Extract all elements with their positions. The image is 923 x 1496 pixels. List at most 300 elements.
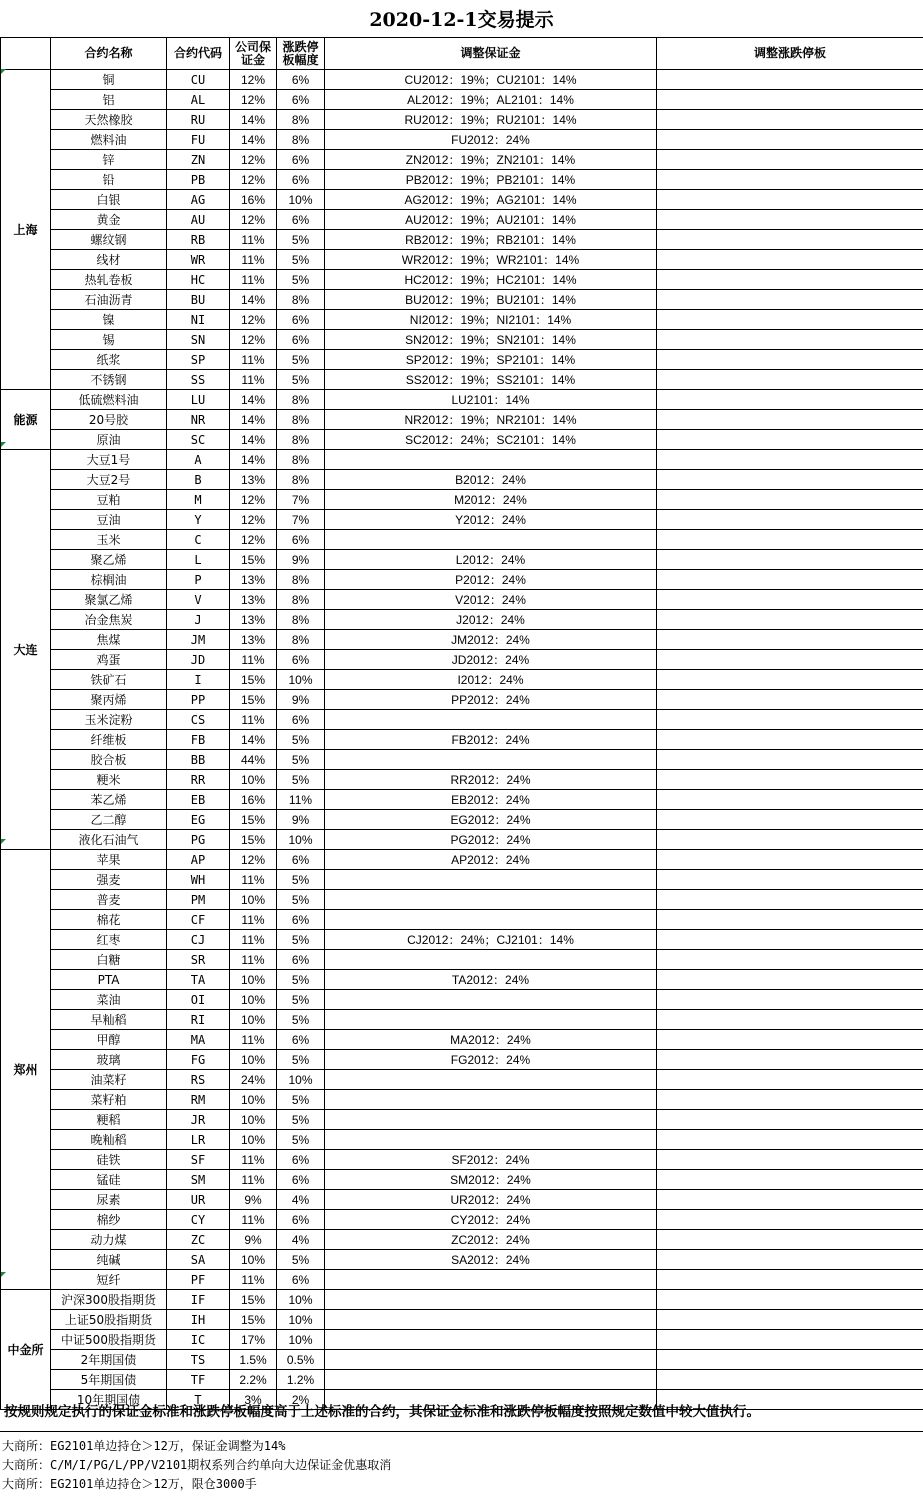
adjusted-limit (657, 1230, 923, 1250)
contract-name: 尿素 (51, 1190, 167, 1210)
contract-name: 菜籽粕 (51, 1090, 167, 1110)
price-limit: 6% (277, 850, 325, 870)
contract-code: WR (167, 250, 230, 270)
adjusted-margin (325, 1290, 657, 1310)
header-adjust-margin: 调整保证金 (325, 38, 657, 70)
table-row (1, 1190, 923, 1210)
contract-code: RB (167, 230, 230, 250)
contract-name: 豆油 (51, 510, 167, 530)
company-margin: 14% (230, 410, 277, 430)
contract-code: BB (167, 750, 230, 770)
adjusted-limit (657, 1050, 923, 1070)
company-margin: 15% (230, 1290, 277, 1310)
contract-code: SP (167, 350, 230, 370)
contract-name: 苹果 (51, 850, 167, 870)
contract-code: WH (167, 870, 230, 890)
contract-name: 短纤 (51, 1270, 167, 1290)
adjusted-limit (657, 470, 923, 490)
contract-code: TA (167, 970, 230, 990)
table-row (1, 1370, 923, 1390)
contract-name: 5年期国债 (51, 1370, 167, 1390)
price-limit: 5% (277, 250, 325, 270)
adjusted-margin: V2012：24% (325, 590, 657, 610)
price-limit: 5% (277, 990, 325, 1010)
contract-code: PF (167, 1270, 230, 1290)
contract-name: 聚乙烯 (51, 550, 167, 570)
adjusted-margin: BU2012：19%；BU2101：14% (325, 290, 657, 310)
contract-code: B (167, 470, 230, 490)
contract-code: AU (167, 210, 230, 230)
price-limit: 6% (277, 1150, 325, 1170)
price-limit: 5% (277, 730, 325, 750)
contract-name: 玉米淀粉 (51, 710, 167, 730)
adjusted-limit (657, 730, 923, 750)
company-margin: 10% (230, 1110, 277, 1130)
contract-name: 铜 (51, 70, 167, 90)
contract-name: 棉纱 (51, 1210, 167, 1230)
company-margin: 11% (230, 950, 277, 970)
contract-code: ZN (167, 150, 230, 170)
contract-name: 铝 (51, 90, 167, 110)
rule-text: 按规则规定执行的保证金标准和涨跌停板幅度高于上述标准的合约，其保证金标准和涨跌停板幅度按照规定数值中较大值执行。 (0, 1392, 923, 1432)
price-limit: 6% (277, 1030, 325, 1050)
cell-marker-shanghai (1, 69, 6, 74)
company-margin: 10% (230, 1130, 277, 1150)
price-limit: 9% (277, 690, 325, 710)
contract-name: 镍 (51, 310, 167, 330)
adjusted-margin (325, 1090, 657, 1110)
exchange-cell: 中金所 (1, 1290, 51, 1410)
header-adjust-limit: 调整涨跌停板 (657, 38, 923, 70)
adjusted-margin: I2012：24% (325, 670, 657, 690)
company-margin: 16% (230, 190, 277, 210)
table-row (1, 150, 923, 170)
table-row (1, 890, 923, 910)
table-row (1, 590, 923, 610)
contract-code: AP (167, 850, 230, 870)
contract-code: CS (167, 710, 230, 730)
adjusted-limit (657, 230, 923, 250)
table-row (1, 270, 923, 290)
adjusted-limit (657, 1210, 923, 1230)
company-margin: 2.2% (230, 1370, 277, 1390)
contract-name: 不锈钢 (51, 370, 167, 390)
company-margin: 11% (230, 1210, 277, 1230)
table-row (1, 70, 923, 90)
adjusted-limit (657, 790, 923, 810)
contract-name: 螺纹钢 (51, 230, 167, 250)
table-row (1, 670, 923, 690)
contract-name: 中证500股指期货 (51, 1330, 167, 1350)
contract-code: OI (167, 990, 230, 1010)
contract-code: FG (167, 1050, 230, 1070)
adjusted-limit (657, 490, 923, 510)
contract-code: T (167, 1390, 230, 1410)
adjusted-margin: AG2012：19%；AG2101：14% (325, 190, 657, 210)
adjusted-margin: PG2012：24% (325, 830, 657, 850)
price-limit: 6% (277, 1210, 325, 1230)
table-row (1, 330, 923, 350)
cell-marker-dalian (1, 442, 6, 447)
table-row (1, 570, 923, 590)
contract-name: 黄金 (51, 210, 167, 230)
table-row (1, 1310, 923, 1330)
contract-name: 鸡蛋 (51, 650, 167, 670)
adjusted-margin (325, 890, 657, 910)
adjusted-margin: SA2012：24% (325, 1250, 657, 1270)
table-row (1, 390, 923, 410)
company-margin: 11% (230, 930, 277, 950)
adjusted-limit (657, 630, 923, 650)
adjusted-margin (325, 710, 657, 730)
adjusted-limit (657, 170, 923, 190)
company-margin: 15% (230, 830, 277, 850)
table-row (1, 250, 923, 270)
adjusted-limit (657, 570, 923, 590)
contract-code: IF (167, 1290, 230, 1310)
contract-name: 白糖 (51, 950, 167, 970)
price-limit: 8% (277, 130, 325, 150)
contract-code: SF (167, 1150, 230, 1170)
company-margin: 12% (230, 70, 277, 90)
adjusted-margin: RB2012：19%；RB2101：14% (325, 230, 657, 250)
price-limit: 8% (277, 610, 325, 630)
adjusted-limit (657, 1090, 923, 1110)
contract-name: 玻璃 (51, 1050, 167, 1070)
table-row (1, 610, 923, 630)
adjusted-limit (657, 1110, 923, 1130)
note-line: 大商所：EG2101单边持仓＞12万，保证金调整为14% (2, 1439, 286, 1453)
adjusted-margin: AL2012：19%；AL2101：14% (325, 90, 657, 110)
table-row (1, 450, 923, 470)
table-row (1, 430, 923, 450)
contract-code: CY (167, 1210, 230, 1230)
company-margin: 15% (230, 690, 277, 710)
contract-code: PB (167, 170, 230, 190)
contract-code: SR (167, 950, 230, 970)
adjusted-margin (325, 950, 657, 970)
contract-code: EB (167, 790, 230, 810)
contract-code: V (167, 590, 230, 610)
contract-name: 沪深300股指期货 (51, 1290, 167, 1310)
price-limit: 4% (277, 1190, 325, 1210)
table-row (1, 490, 923, 510)
contract-code: JM (167, 630, 230, 650)
header-name: 合约名称 (51, 38, 167, 70)
company-margin: 11% (230, 1030, 277, 1050)
adjusted-margin: JM2012：24% (325, 630, 657, 650)
price-limit: 8% (277, 110, 325, 130)
adjusted-margin (325, 450, 657, 470)
adjusted-margin (325, 910, 657, 930)
contract-code: JD (167, 650, 230, 670)
contract-name: 粳稻 (51, 1110, 167, 1130)
adjusted-margin: LU2101：14% (325, 390, 657, 410)
price-limit: 5% (277, 970, 325, 990)
price-limit: 5% (277, 870, 325, 890)
margin-table (0, 37, 923, 1410)
adjusted-margin (325, 990, 657, 1010)
adjusted-margin: FG2012：24% (325, 1050, 657, 1070)
adjusted-margin (325, 1330, 657, 1350)
company-margin: 10% (230, 770, 277, 790)
contract-code: CJ (167, 930, 230, 950)
adjusted-limit (657, 410, 923, 430)
contract-name: 早籼稻 (51, 1010, 167, 1030)
exchange-cell: 能源 (1, 390, 51, 450)
adjusted-limit (657, 390, 923, 410)
table-row (1, 470, 923, 490)
price-limit: 11% (277, 790, 325, 810)
contract-code: TF (167, 1370, 230, 1390)
table-row (1, 350, 923, 370)
adjusted-limit (657, 1350, 923, 1370)
adjusted-limit (657, 130, 923, 150)
adjusted-margin: HC2012：19%；HC2101：14% (325, 270, 657, 290)
contract-name: 液化石油气 (51, 830, 167, 850)
adjusted-limit (657, 1130, 923, 1150)
price-limit: 4% (277, 1230, 325, 1250)
adjusted-margin: UR2012：24% (325, 1190, 657, 1210)
table-row (1, 830, 923, 850)
table-row (1, 970, 923, 990)
table-row (1, 1230, 923, 1250)
table-row (1, 870, 923, 890)
contract-code: AG (167, 190, 230, 210)
contract-code: SA (167, 1250, 230, 1270)
contract-name: 菜油 (51, 990, 167, 1010)
contract-name: 粳米 (51, 770, 167, 790)
contract-code: L (167, 550, 230, 570)
adjusted-limit (657, 710, 923, 730)
company-margin: 11% (230, 710, 277, 730)
company-margin: 12% (230, 490, 277, 510)
company-margin: 13% (230, 470, 277, 490)
adjusted-margin: SS2012：19%；SS2101：14% (325, 370, 657, 390)
contract-name: 低硫燃料油 (51, 390, 167, 410)
contract-name: 2年期国债 (51, 1350, 167, 1370)
table-row (1, 1150, 923, 1170)
table-row (1, 630, 923, 650)
adjusted-margin: SC2012：24%；SC2101：14% (325, 430, 657, 450)
company-margin: 44% (230, 750, 277, 770)
table-row (1, 810, 923, 830)
contract-name: 普麦 (51, 890, 167, 910)
price-limit: 5% (277, 1050, 325, 1070)
contract-name: 铅 (51, 170, 167, 190)
contract-name: 纤维板 (51, 730, 167, 750)
table-row (1, 750, 923, 770)
price-limit: 8% (277, 570, 325, 590)
company-margin: 15% (230, 550, 277, 570)
adjusted-margin: NI2012：19%；NI2101：14% (325, 310, 657, 330)
contract-code: MA (167, 1030, 230, 1050)
contract-code: M (167, 490, 230, 510)
table-row (1, 1250, 923, 1270)
company-margin: 11% (230, 870, 277, 890)
table-row (1, 190, 923, 210)
table-row (1, 1290, 923, 1310)
header-exchange (1, 38, 51, 70)
company-margin: 12% (230, 90, 277, 110)
contract-name: 豆粕 (51, 490, 167, 510)
contract-code: UR (167, 1190, 230, 1210)
contract-code: C (167, 530, 230, 550)
header-limit: 涨跌停板幅度 (277, 38, 325, 70)
company-margin: 10% (230, 890, 277, 910)
header-margin: 公司保证金 (230, 38, 277, 70)
adjusted-margin: NR2012：19%；NR2101：14% (325, 410, 657, 430)
adjusted-margin: Y2012：24% (325, 510, 657, 530)
table-row (1, 550, 923, 570)
price-limit: 5% (277, 1250, 325, 1270)
price-limit: 8% (277, 630, 325, 650)
table-row (1, 930, 923, 950)
table-row (1, 1110, 923, 1130)
contract-code: SC (167, 430, 230, 450)
adjusted-limit (657, 770, 923, 790)
contract-code: IH (167, 1310, 230, 1330)
price-limit: 6% (277, 650, 325, 670)
adjusted-limit (657, 1190, 923, 1210)
company-margin: 14% (230, 450, 277, 470)
price-limit: 5% (277, 930, 325, 950)
adjusted-margin: TA2012：24% (325, 970, 657, 990)
table-row (1, 730, 923, 750)
price-limit: 5% (277, 350, 325, 370)
company-margin: 12% (230, 310, 277, 330)
price-limit: 5% (277, 1090, 325, 1110)
contract-code: BU (167, 290, 230, 310)
company-margin: 10% (230, 1250, 277, 1270)
contract-code: IC (167, 1330, 230, 1350)
table-row (1, 110, 923, 130)
adjusted-limit (657, 830, 923, 850)
contract-name: 10年期国债 (51, 1390, 167, 1410)
contract-code: JR (167, 1110, 230, 1130)
company-margin: 13% (230, 590, 277, 610)
price-limit: 10% (277, 670, 325, 690)
adjusted-margin: EB2012：24% (325, 790, 657, 810)
price-limit: 8% (277, 430, 325, 450)
adjusted-margin (325, 1010, 657, 1030)
adjusted-limit (657, 1170, 923, 1190)
table-row (1, 510, 923, 530)
price-limit: 5% (277, 270, 325, 290)
contract-code: CU (167, 70, 230, 90)
table-row (1, 1050, 923, 1070)
contract-code: PM (167, 890, 230, 910)
adjusted-limit (657, 970, 923, 990)
header-row (1, 38, 923, 70)
adjusted-margin (325, 1270, 657, 1290)
adjusted-limit (657, 1070, 923, 1090)
contract-name: 锡 (51, 330, 167, 350)
company-margin: 11% (230, 1270, 277, 1290)
price-limit: 6% (277, 150, 325, 170)
company-margin: 14% (230, 110, 277, 130)
contract-name: 聚氯乙烯 (51, 590, 167, 610)
adjusted-margin: ZC2012：24% (325, 1230, 657, 1250)
note-line: 大商所：C/M/I/PG/L/PP/V2101期权系列合约单向大边保证金优惠取消 (2, 1458, 392, 1472)
adjusted-limit (657, 650, 923, 670)
price-limit: 10% (277, 1070, 325, 1090)
adjusted-limit (657, 610, 923, 630)
company-margin: 12% (230, 510, 277, 530)
price-limit: 8% (277, 450, 325, 470)
table-row (1, 410, 923, 430)
table-row (1, 1070, 923, 1090)
contract-name: 大豆1号 (51, 450, 167, 470)
contract-name: 冶金焦炭 (51, 610, 167, 630)
adjusted-margin: RR2012：24% (325, 770, 657, 790)
table-row (1, 1210, 923, 1230)
adjusted-margin: L2012：24% (325, 550, 657, 570)
price-limit: 5% (277, 370, 325, 390)
adjusted-margin (325, 1130, 657, 1150)
price-limit: 8% (277, 590, 325, 610)
adjusted-limit (657, 1250, 923, 1270)
adjusted-limit (657, 530, 923, 550)
adjusted-margin: PB2012：19%；PB2101：14% (325, 170, 657, 190)
contract-name: 锰硅 (51, 1170, 167, 1190)
company-margin: 24% (230, 1070, 277, 1090)
price-limit: 6% (277, 70, 325, 90)
contract-code: FB (167, 730, 230, 750)
adjusted-limit (657, 890, 923, 910)
company-margin: 12% (230, 850, 277, 870)
price-limit: 2% (277, 1390, 325, 1410)
adjusted-margin (325, 530, 657, 550)
price-limit: 7% (277, 490, 325, 510)
table-row (1, 1270, 923, 1290)
contract-name: 锌 (51, 150, 167, 170)
price-limit: 6% (277, 310, 325, 330)
contract-code: SS (167, 370, 230, 390)
adjusted-limit (657, 910, 923, 930)
contract-name: 动力煤 (51, 1230, 167, 1250)
adjusted-margin: CJ2012：24%；CJ2101：14% (325, 930, 657, 950)
company-margin: 12% (230, 330, 277, 350)
adjusted-limit (657, 1010, 923, 1030)
price-limit: 8% (277, 390, 325, 410)
adjusted-limit (657, 330, 923, 350)
contract-name: 棉花 (51, 910, 167, 930)
price-limit: 5% (277, 230, 325, 250)
adjusted-margin: CU2012：19%；CU2101：14% (325, 70, 657, 90)
adjusted-limit (657, 110, 923, 130)
table-row (1, 170, 923, 190)
price-limit: 6% (277, 210, 325, 230)
price-limit: 5% (277, 1010, 325, 1030)
contract-name: 纯碱 (51, 1250, 167, 1270)
price-limit: 6% (277, 530, 325, 550)
contract-code: SN (167, 330, 230, 350)
cell-marker-zhengzhou (1, 839, 6, 844)
company-margin: 1.5% (230, 1350, 277, 1370)
table-row (1, 1090, 923, 1110)
adjusted-limit (657, 750, 923, 770)
contract-code: RR (167, 770, 230, 790)
price-limit: 6% (277, 170, 325, 190)
price-limit: 7% (277, 510, 325, 530)
contract-name: 线材 (51, 250, 167, 270)
adjusted-margin: AU2012：19%；AU2101：14% (325, 210, 657, 230)
company-margin: 15% (230, 1310, 277, 1330)
price-limit: 10% (277, 190, 325, 210)
contract-code: LR (167, 1130, 230, 1150)
table-row (1, 1350, 923, 1370)
